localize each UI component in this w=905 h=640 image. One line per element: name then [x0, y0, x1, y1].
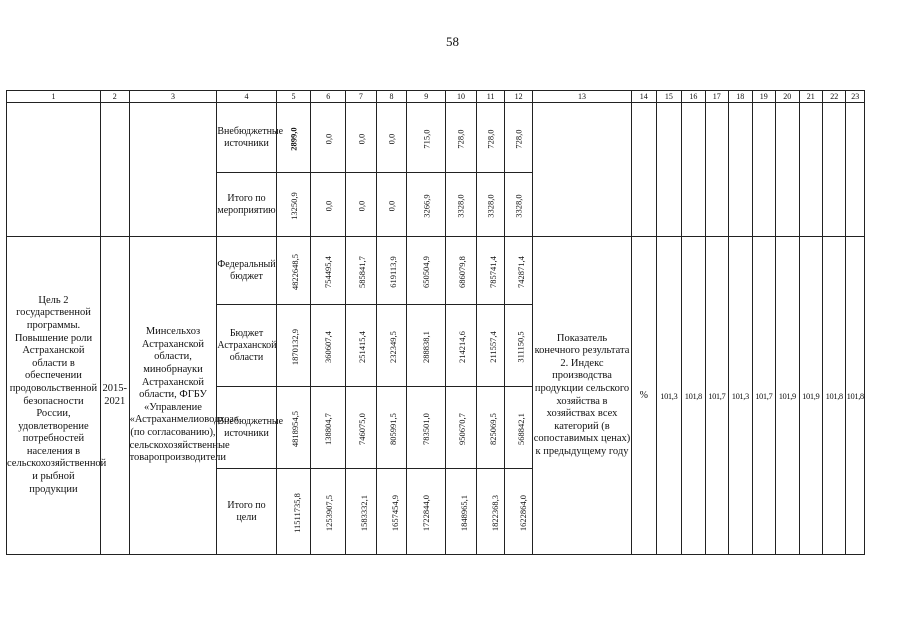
column-number: 21	[799, 91, 822, 103]
column-number: 13	[532, 91, 631, 103]
value: 1722844,0	[421, 494, 432, 531]
funding-source: Бюджет Астраханской области	[217, 305, 276, 387]
value: 3266,9	[421, 193, 432, 218]
value-cell	[346, 103, 377, 173]
column-number: 11	[476, 91, 505, 103]
value: 686079,8	[457, 255, 468, 288]
value-cell	[407, 387, 446, 469]
column-number: 6	[311, 91, 346, 103]
empty-cell	[776, 103, 799, 237]
value: 3328,0	[485, 193, 496, 218]
value: 728,0	[485, 128, 496, 149]
funding-source: Федеральный бюджет	[217, 237, 276, 305]
value-cell	[376, 173, 407, 237]
value: 1657454,9	[389, 494, 400, 531]
empty-cell	[705, 103, 728, 237]
indicator-value: 101,7	[752, 237, 775, 555]
column-number: 9	[407, 91, 446, 103]
column-number: 20	[776, 91, 799, 103]
value: 4818954,5	[289, 410, 300, 447]
column-number: 4	[217, 91, 276, 103]
value: 754495,4	[323, 255, 334, 288]
value: 2899,0	[288, 126, 299, 151]
value: 650504,9	[421, 255, 432, 288]
value: 0,0	[386, 133, 397, 144]
value-cell	[346, 237, 377, 305]
indicator-value: 101,8	[682, 237, 705, 555]
empty-cell	[752, 103, 775, 237]
value: 805991,5	[387, 412, 398, 445]
column-number: 2	[100, 91, 129, 103]
value: 138804,7	[323, 412, 334, 445]
column-number: 19	[752, 91, 775, 103]
value-cell	[505, 103, 533, 173]
value-cell	[476, 305, 505, 387]
value: 585841,7	[357, 255, 367, 288]
value: 742871,4	[516, 255, 527, 288]
value: 0,0	[355, 133, 366, 144]
value: 0,0	[355, 200, 366, 211]
indicator-value: 101,7	[705, 237, 728, 555]
value-cell	[346, 387, 377, 469]
value: 783501,0	[421, 412, 432, 445]
value-cell	[376, 237, 407, 305]
empty-cell	[656, 103, 682, 237]
indicator-unit: %	[632, 237, 657, 555]
value-cell	[376, 103, 407, 173]
value-cell	[376, 469, 407, 555]
implementation-period: 2015-2021	[100, 237, 129, 555]
value: 1253907,5	[324, 494, 335, 531]
goal-cell-continued	[7, 103, 101, 237]
page-number: 58	[446, 34, 459, 49]
column-number: 8	[376, 91, 407, 103]
column-number: 12	[505, 91, 533, 103]
value-cell	[346, 469, 377, 555]
value-cell	[446, 103, 477, 173]
value: 251415,4	[357, 330, 367, 363]
value: 715,0	[421, 128, 432, 149]
value-cell	[407, 305, 446, 387]
value: 13250,9	[288, 191, 299, 220]
column-number: 22	[822, 91, 845, 103]
value-cell	[505, 305, 533, 387]
value-cell	[311, 387, 346, 469]
value-cell	[505, 387, 533, 469]
empty-cell	[846, 103, 865, 237]
value-cell	[476, 173, 505, 237]
value: 4822648,5	[289, 253, 300, 290]
column-number: 14	[632, 91, 657, 103]
value: 288838,1	[421, 330, 432, 363]
value: 311150,5	[516, 330, 527, 363]
value-cell	[276, 173, 311, 237]
column-number: 15	[656, 91, 682, 103]
value-cell	[407, 469, 446, 555]
empty-cell	[729, 103, 752, 237]
value: 3328,0	[455, 193, 466, 218]
column-number: 17	[705, 91, 728, 103]
column-number: 7	[346, 91, 377, 103]
value-cell	[346, 173, 377, 237]
value-cell	[476, 469, 505, 555]
value-cell	[276, 103, 311, 173]
value-cell	[446, 387, 477, 469]
indicator-value: 101,9	[799, 237, 822, 555]
empty-cell	[799, 103, 822, 237]
funding-source: Итого по мероприятию	[217, 173, 276, 237]
value-cell	[407, 237, 446, 305]
indicator-value: 101,9	[776, 237, 799, 555]
value: 232349,5	[387, 330, 398, 363]
value: 1822368,3	[489, 494, 500, 531]
value: 728,0	[513, 128, 524, 149]
value-cell	[311, 469, 346, 555]
period-cell-continued	[100, 103, 129, 237]
value: 0,0	[386, 200, 397, 211]
value-cell	[346, 305, 377, 387]
value-cell	[276, 237, 311, 305]
value: 211557,4	[487, 330, 498, 363]
value: 568842,1	[516, 412, 527, 445]
value-cell	[311, 103, 346, 173]
column-number: 10	[446, 91, 477, 103]
column-number: 23	[846, 91, 865, 103]
value-cell	[476, 237, 505, 305]
value-cell	[476, 387, 505, 469]
value-cell	[446, 237, 477, 305]
empty-cell	[822, 103, 845, 237]
indicator-value: 101,8	[822, 237, 845, 555]
value: 1583332,1	[359, 494, 370, 531]
funding-source: Внебюджетные источники	[217, 103, 276, 173]
value: 1848965,1	[459, 494, 470, 531]
value: 214214,6	[457, 330, 468, 363]
value-cell	[446, 173, 477, 237]
value: 1622864,0	[518, 494, 529, 531]
value: 0,0	[323, 133, 334, 144]
empty-cell	[682, 103, 705, 237]
value: 11511735,8	[291, 492, 302, 533]
value: 619113,9	[387, 255, 398, 288]
program-table	[6, 90, 865, 555]
value-cell	[376, 387, 407, 469]
value: 785741,4	[487, 255, 498, 288]
value-cell	[276, 469, 311, 555]
value-cell	[407, 173, 446, 237]
column-number: 16	[682, 91, 705, 103]
value-cell	[276, 387, 311, 469]
value: 746075,0	[357, 412, 367, 445]
table-row	[7, 237, 865, 305]
value-cell	[407, 103, 446, 173]
indicator-value: 101,3	[729, 237, 752, 555]
column-number: 5	[276, 91, 311, 103]
value-cell	[311, 173, 346, 237]
indicator-text: Показатель конечного результата 2. Индекс производства продукции сельского хозяйства в хозяйствах всех категорий (в сопоставимых ценах) к предыдущему году	[532, 237, 631, 555]
value: 0,0	[323, 200, 334, 211]
goal-text: Цель 2 государственной программы. Повышение роли Астраханской области в обеспечении продовольственной безопасности России, удовлетворение потребностей населения в сельскохозяйственной и рыбной продукции	[7, 237, 101, 555]
executors-text: Минсельхоз Астраханской области, минобрнауки Астраханской области, ФГБУ «Управление «Астраханмелиоводхоз» (по согласованию), сельскохозяйственные товаропроизводители	[129, 237, 217, 555]
unit-cell-continued	[632, 103, 657, 237]
value-cell	[446, 305, 477, 387]
value-cell	[505, 237, 533, 305]
funding-source: Итого по цели	[217, 469, 276, 555]
value-cell	[476, 103, 505, 173]
column-number: 18	[729, 91, 752, 103]
funding-source: Внебюджетные источники	[217, 387, 276, 469]
value-cell	[376, 305, 407, 387]
indicator-cell-continued	[532, 103, 631, 237]
value: 728,0	[455, 128, 466, 149]
value-cell	[446, 469, 477, 555]
value-cell	[276, 305, 311, 387]
indicator-value: 101,3	[656, 237, 682, 555]
value-cell	[311, 305, 346, 387]
table-row	[7, 103, 865, 173]
column-number: 1	[7, 91, 101, 103]
value: 360607,4	[323, 330, 334, 363]
value-cell	[505, 469, 533, 555]
executor-cell-continued	[129, 103, 217, 237]
value-cell	[311, 237, 346, 305]
value: 3328,0	[513, 193, 524, 218]
column-number-row	[7, 91, 865, 103]
column-number: 3	[129, 91, 217, 103]
value: 1870132,9	[289, 328, 300, 365]
value: 825069,5	[487, 412, 498, 445]
value-cell	[505, 173, 533, 237]
indicator-value: 101,8	[846, 237, 865, 555]
value: 950670,7	[457, 412, 468, 445]
